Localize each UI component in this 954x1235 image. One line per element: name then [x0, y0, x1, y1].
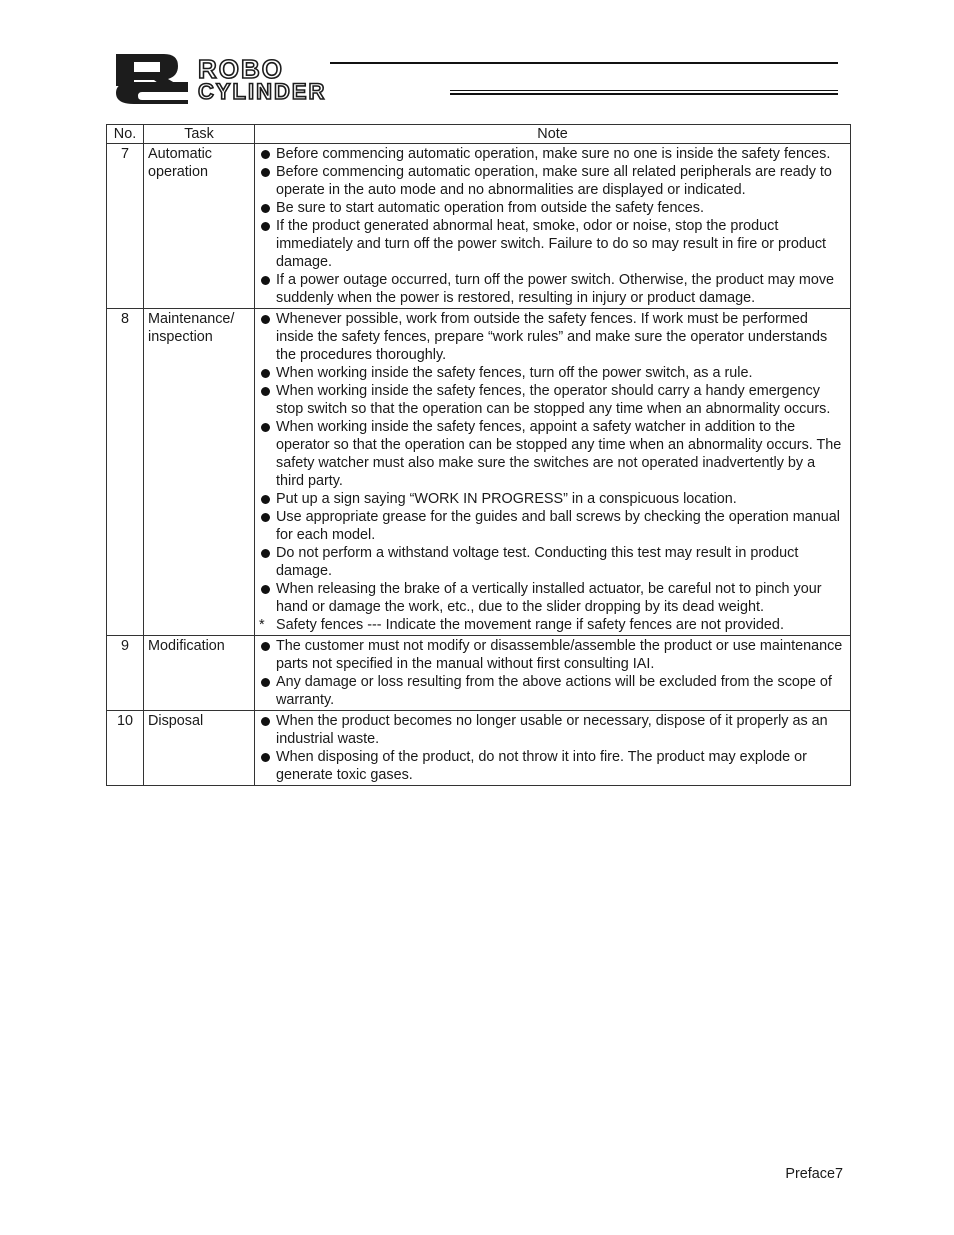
page-number: Preface7	[785, 1166, 843, 1182]
note-text: Before commencing automatic operation, make sure all related peripherals are ready to operate in the auto mode and no abnormalities are displayed or indicated.	[276, 164, 832, 198]
note-text: Put up a sign saying “WORK IN PROGRESS” in a conspicuous location.	[276, 491, 737, 507]
note-list	[259, 145, 846, 307]
note-text: When the product becomes no longer usable or necessary, dispose of it properly as an industrial waste.	[276, 713, 828, 747]
footnote-text: Safety fences --- Indicate the movement range if safety fences are not provided.	[276, 617, 784, 633]
header-rule-top	[330, 62, 838, 64]
bullet-icon	[261, 753, 270, 762]
list-item	[259, 712, 846, 748]
row-notes	[255, 636, 851, 711]
note-text: The customer must not modify or disassemble/assemble the product or use maintenance parts not specified in the manual without first consulting IAI.	[276, 638, 843, 672]
list-item	[259, 748, 846, 784]
table-body	[107, 144, 851, 786]
bullet-icon	[261, 369, 270, 378]
bullet-icon	[261, 585, 270, 594]
list-item	[259, 637, 846, 673]
footnote-item	[259, 616, 846, 634]
list-item	[259, 145, 846, 163]
list-item	[259, 508, 846, 544]
note-list	[259, 310, 846, 634]
list-item	[259, 544, 846, 580]
bullet-icon	[261, 387, 270, 396]
row-task: Maintenance/ inspection	[144, 309, 255, 636]
bullet-icon	[261, 276, 270, 285]
bullet-icon	[261, 204, 270, 213]
row-number: 9	[107, 636, 144, 711]
note-text: If a power outage occurred, turn off the power switch. Otherwise, the product may move suddenly when the power is restored, resulting in injury or product damage.	[276, 272, 835, 306]
row-notes	[255, 144, 851, 309]
bullet-icon	[261, 513, 270, 522]
logo-text-cylinder: CYLINDER	[198, 79, 327, 104]
note-text: Be sure to start automatic operation from outside the safety fences.	[276, 200, 704, 216]
list-item	[259, 271, 846, 307]
page-header	[112, 50, 842, 106]
row-notes	[255, 309, 851, 636]
row-number: 8	[107, 309, 144, 636]
col-header-note: Note	[255, 125, 851, 144]
note-text: Use appropriate grease for the guides and ball screws by checking the operation manual for each model.	[276, 509, 840, 543]
bullet-icon	[261, 717, 270, 726]
row-task: Modification	[144, 636, 255, 711]
footnote-marker: *	[259, 617, 265, 633]
note-text: Any damage or loss resulting from the above actions will be excluded from the scope of warranty.	[276, 674, 832, 708]
note-text: When working inside the safety fences, turn off the power switch, as a rule.	[276, 365, 753, 381]
note-text: When working inside the safety fences, the operator should carry a handy emergency stop switch so that the operation can be stopped any time when an abnormality occurs.	[276, 383, 831, 417]
list-item	[259, 673, 846, 709]
bullet-icon	[261, 168, 270, 177]
note-text: Do not perform a withstand voltage test. Conducting this test may result in product damage.	[276, 545, 799, 579]
list-item	[259, 490, 846, 508]
list-item	[259, 163, 846, 199]
list-item	[259, 364, 846, 382]
note-list	[259, 637, 846, 709]
row-notes	[255, 711, 851, 786]
robo-cylinder-logo	[112, 50, 452, 106]
row-task: Disposal	[144, 711, 255, 786]
bullet-icon	[261, 150, 270, 159]
note-list	[259, 712, 846, 784]
bullet-icon	[261, 678, 270, 687]
bullet-icon	[261, 642, 270, 651]
table-row	[107, 711, 851, 786]
note-text: When releasing the brake of a vertically installed actuator, be careful not to pinch your hand or damage the work, etc., due to the slider dropping by its dead weight.	[276, 581, 822, 615]
table-row	[107, 636, 851, 711]
list-item	[259, 310, 846, 364]
list-item	[259, 199, 846, 217]
list-item	[259, 580, 846, 616]
bullet-icon	[261, 315, 270, 324]
logo-text-robo: ROBO	[198, 54, 284, 84]
note-text: When disposing of the product, do not throw it into fire. The product may explode or generate toxic gases.	[276, 749, 807, 783]
header-rule-bottom	[450, 90, 838, 91]
col-header-no: No.	[107, 125, 144, 144]
note-text: If the product generated abnormal heat, smoke, odor or noise, stop the product immediately and turn off the power switch. Failure to do so may result in fire or product damage.	[276, 218, 827, 270]
note-text: When working inside the safety fences, appoint a safety watcher in addition to the operator so that the operation can be stopped any time when an abnormality occurs. The safety watcher must also make sure the switches are not operated inadvertently by a third party.	[276, 419, 842, 489]
list-item	[259, 217, 846, 271]
list-item	[259, 418, 846, 490]
row-number: 7	[107, 144, 144, 309]
table-row	[107, 309, 851, 636]
note-text: Whenever possible, work from outside the safety fences. If work must be performed inside the safety fences, prepare “work rules” and make sure the operator understands the procedures thoroughly.	[276, 311, 828, 363]
bullet-icon	[261, 549, 270, 558]
bullet-icon	[261, 222, 270, 231]
safety-precautions-table	[106, 124, 851, 786]
header-rule-bottom-thick	[450, 93, 838, 95]
bullet-icon	[261, 423, 270, 432]
col-header-task: Task	[144, 125, 255, 144]
note-text: Before commencing automatic operation, make sure no one is inside the safety fences.	[276, 146, 831, 162]
row-task: Automatic operation	[144, 144, 255, 309]
list-item	[259, 382, 846, 418]
table-row	[107, 144, 851, 309]
row-number: 10	[107, 711, 144, 786]
table-header-row	[107, 125, 851, 144]
bullet-icon	[261, 495, 270, 504]
